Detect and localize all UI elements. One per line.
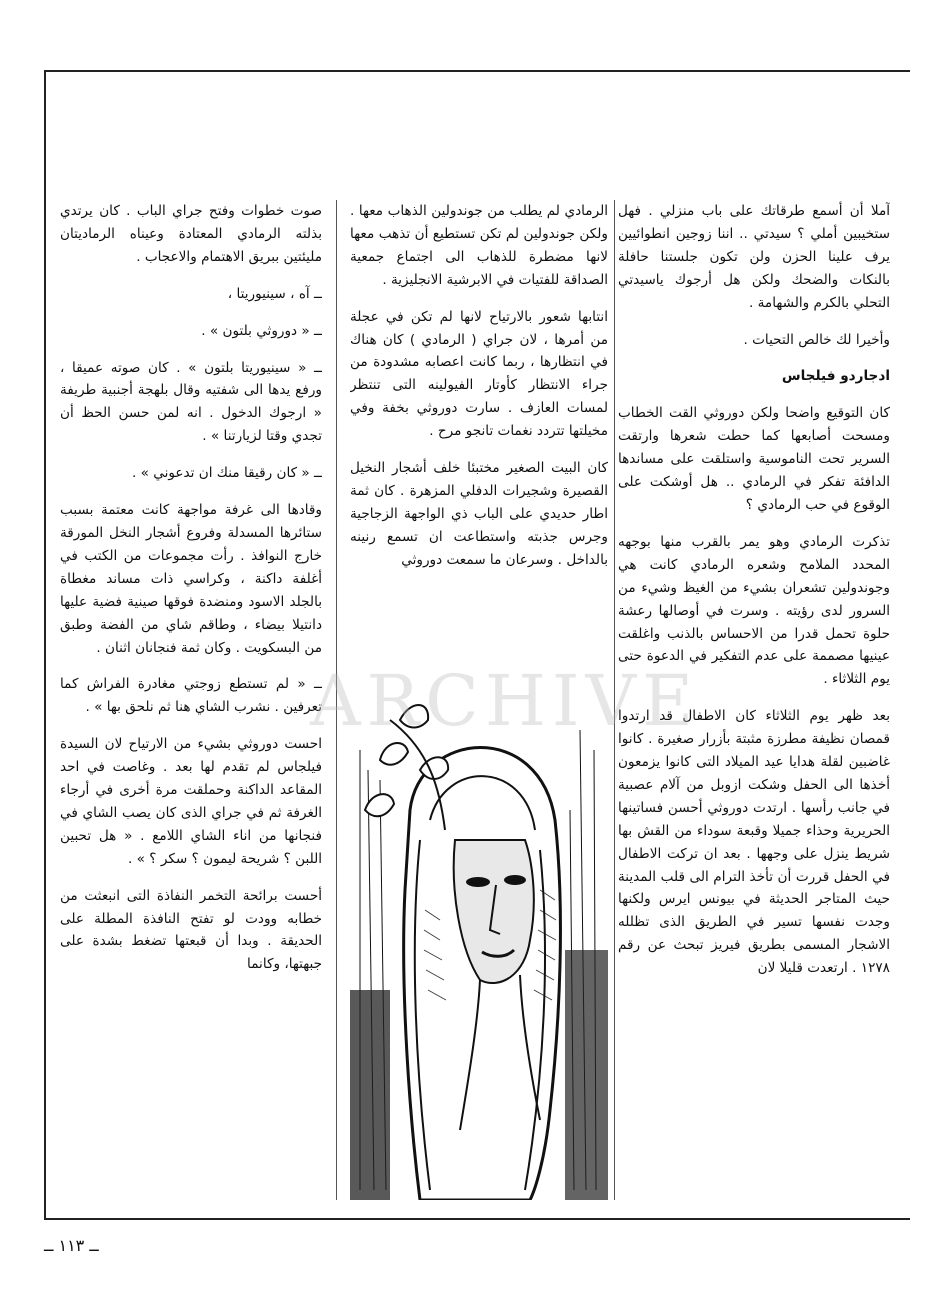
signature: ادجاردو فيلجاس: [781, 368, 890, 385]
dialogue-line: ــ « لم تستطع زوجتي مغادرة الفراش كما تعرفين . نشرب الشاي هنا ثم نلحق بها » .: [60, 676, 322, 716]
bottom-rule: [44, 1218, 910, 1220]
woman-portrait-illustration-icon: [350, 690, 608, 1200]
paragraph: وأخيرا لك خالص التحيات .: [743, 331, 890, 348]
dialogue-line: ــ آه ، سينيوريتا ،: [227, 285, 322, 302]
page-number: ــ ١١٣ ــ: [44, 1236, 99, 1255]
archive-watermark: ARCHIVE: [310, 660, 700, 742]
paragraph: أحست برائحة التخمر النفاذة التى انبعثت من خطابه وودت لو تفتح النافذة المطلة على الحديقة . وبدا أن قبعتها تضغط بشدة على جبهتها، وكانما: [60, 887, 322, 973]
paragraph: الرمادي لم يطلب من جوندولين الذهاب معها . ولكن جوندولين لم تكن تستطيع أن تذهب معها لانها مضطرة للذهاب الى اجتماع جمعية الصداقة للفتيات في الابرشية الانجليزية .: [350, 203, 608, 288]
paragraph: انتابها شعور بالارتياح لانها لم تكن في عجلة من أمرها ، لان جراي ( الرمادي ) كان هناك في انتظارها ، ربما كانت اعصابه مشدودة من جراء الانتظار كأوتار الفيولينه التى تنتظر لمسات العازف . سارت دوروثي بخفة وفي مخيلتها تتردد نغمات تانجو مرح .: [350, 308, 608, 440]
column-middle: [350, 200, 608, 680]
paragraph: احست دوروثي بشيء من الارتياح لان السيدة فيلجاس لم تقدم لها بعد . وغاصت في احد المقاعد الداكنة وحملقت مرة أخرى في أرجاء الغرفة ثم في جراي الذى كان يصب الشاي في فنجانها من اناء الشاي اللامع . « هل تحبين اللبن ؟ شريحة ليمون ؟ سكر ؟ » .: [60, 736, 322, 867]
column-left: [60, 200, 322, 1212]
paragraph: كان التوقيع واضحا ولكن دوروثي القت الخطاب ومسحت أصابعها كما حطت شعرها وارتقت السرير تحت الناموسية واستلقت على مساندها الدافئة تفكر في الرمادي .. هل أوشكت على الوقوع في حب الرمادي ؟: [618, 405, 890, 513]
paragraph: وقادها الى غرفة مواجهة كانت معتمة بسبب ستائرها المسدلة وفروع أشجار النخل المورقة خارج النوافذ . رأت مجموعات من الكتب في أغلفة داكنة ، وكراسي ذات مساند مغطاة بالجلد الاسود ومنضدة فوقها صينية فضية عليها دانتيلا بيضاء ، وطاقم شاي من الفضة وطبق من البسكويت . وكان ثمة فنجانان اثنان .: [60, 502, 322, 656]
paragraph: بعد ظهر يوم الثلاثاء كان الاطفال قد ارتدوا قمصان نظيفة مطرزة مثبتة بأزرار صغيرة . كانوا غاضبين لقلة هدايا عيد الميلاد التى كانوا يزمعون أخذها الى الحفل وشكت ازوبل من آلام عصبية في جانب رأسها . ارتدت دوروثي أحسن فساتينها الحريرية وحذاء جميلا وقبعة سوداء من القش بها شريط ينزل على وجهها . بعد ان تركت الاطفال في الحفل قررت أن تأخذ الترام الى قلب المدينة حيث المتاجر الحديثة في بيونس ايرس ولكنها وجدت نفسها تسير في الطريق الذى تظلله الاشجار المسمى بطريق فيريز تبحث عن رقم ١٢٧٨ . ارتعدت قليلا لان: [618, 708, 890, 977]
paragraph: صوت خطوات وفتح جراي الباب . كان يرتدي بذلته الرمادي المعتادة وعيناه الرماديتان مليئتين ببريق الاهتمام والاعجاب .: [60, 203, 322, 265]
paragraph: كان البيت الصغير مختبئا خلف أشجار النخيل القصيرة وشجيرات الدفلي المزهرة . كان ثمة اطار حديدي على الباب ذي الواجهة الزجاجية وجرس جذبته واستطاعت ان تسمع رنينه بالداخل . وسرعان ما سمعت دوروثي: [350, 460, 608, 568]
dialogue-line: ــ « كان رقيقا منك ان تدعوني » .: [131, 465, 322, 482]
dialogue-line: ــ « دوروثي بلتون » .: [201, 322, 322, 339]
paragraph: تذكرت الرمادي وهو يمر بالقرب منها بوجهه المحدد الملامح وشعره الرمادي كانت هي وجوندولين تشعران بشيء من الغيظ وشيء من السرور لدى رؤيته . وسرت في أوصالها رعشة حلوة تحمل قدرا من الاحساس بالذنب واغلقت عينيها مصممة على عدم التفكير في الدعوة حتى يوم الثلاثاء .: [618, 533, 890, 688]
dialogue-line: ــ « سينيوريتا بلتون » . كان صوته عميقا ، ورفع يدها الى شفتيه وقال بلهجة أجنبية طريفة « ارجوك الدخول . انه لمن حسن الحظ أن تجدي وقتا لزيارتنا » .: [60, 359, 322, 445]
paragraph: آملا أن أسمع طرقاتك على باب منزلي . فهل ستخيبين أملي ؟ سيدتي .. اننا زوجين انطوائيين يرف علينا الحزن ولن تكون جلستنا حافلة بالنكات والضحك ولكن هل أرجوك ياسيدتي التحلي بالكرم والشهامة .: [618, 203, 890, 311]
